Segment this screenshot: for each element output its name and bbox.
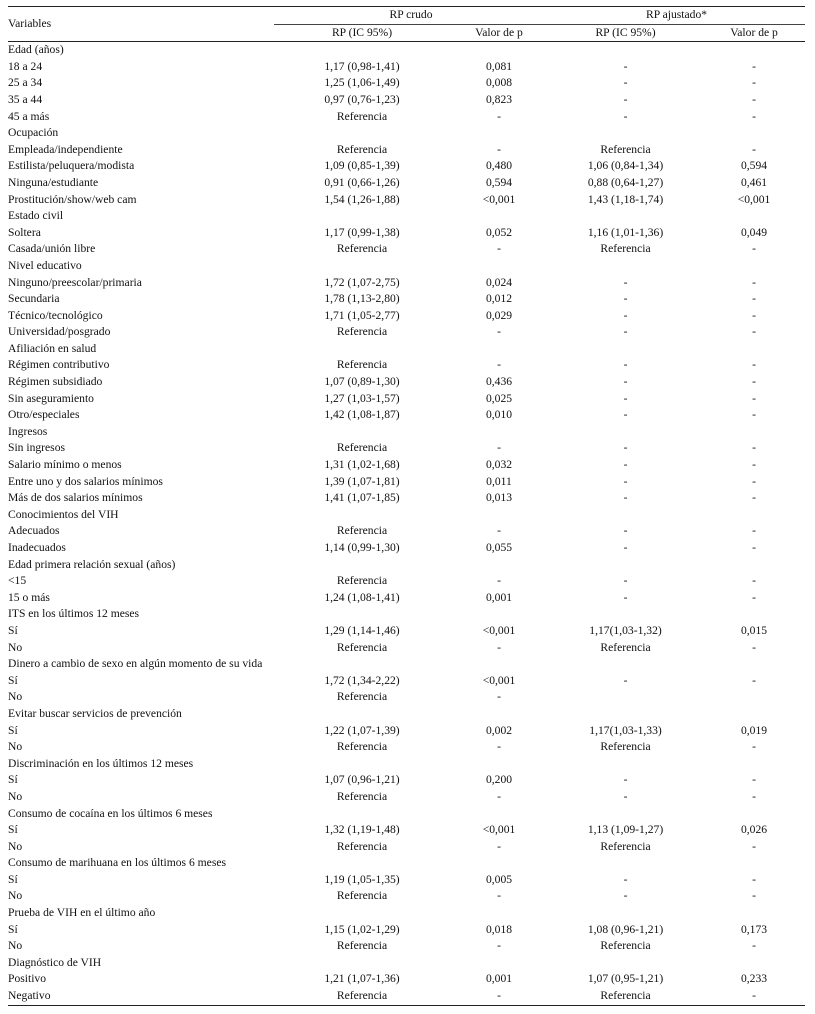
adjusted-rp-cell: 1,43 (1,18-1,74)	[587, 192, 664, 206]
row-label: 25 a 34	[8, 76, 43, 90]
adjusted-rp-cell: -	[623, 275, 628, 289]
crude-p-cell: 0,012	[485, 292, 513, 306]
adjusted-p-cell: -	[752, 109, 756, 123]
crude-p-cell: 0,018	[485, 922, 513, 936]
table-row	[8, 689, 805, 706]
row-label: <15	[8, 574, 27, 588]
adjusted-rp-cell: -	[623, 524, 628, 538]
category-row	[8, 855, 805, 872]
category-row	[8, 341, 805, 358]
adjusted-rp-cell: -	[623, 889, 628, 903]
adjusted-rp-cell: Referencia	[600, 939, 651, 953]
crude-rp-cell: 1,78 (1,13-2,80)	[324, 292, 400, 306]
table-row	[8, 922, 805, 939]
row-label: Sí	[8, 872, 18, 886]
category-label: Ingresos	[8, 424, 48, 438]
row-label: No	[8, 789, 23, 803]
crude-rp-cell: 1,32 (1,19-1,48)	[324, 823, 400, 837]
crude-rp-cell: 1,15 (1,02-1,29)	[324, 922, 400, 936]
crude-p-cell: -	[497, 325, 501, 339]
adjusted-p-cell: -	[752, 789, 756, 803]
adjusted-rp-cell: -	[623, 574, 628, 588]
crude-p-cell: -	[497, 441, 501, 455]
table-row	[8, 938, 805, 955]
table-row	[8, 839, 805, 856]
adjusted-rp-cell: 1,17(1,03-1,32)	[589, 623, 662, 637]
category-row	[8, 125, 805, 142]
table-row	[8, 241, 805, 258]
row-label: Positivo	[8, 972, 47, 986]
table-row	[8, 590, 805, 607]
crude-p-cell: -	[497, 690, 501, 704]
table-row	[8, 623, 805, 640]
table-row	[8, 175, 805, 192]
crude-p-cell: 0,436	[485, 375, 513, 389]
row-label: Sin aseguramiento	[8, 391, 94, 405]
adjusted-p-cell: -	[752, 524, 756, 538]
row-label: Inadecuados	[8, 541, 66, 554]
crude-rp-cell: Referencia	[336, 142, 388, 156]
adjusted-rp-header: RP (IC 95%)	[548, 24, 703, 42]
adjusted-p-cell: -	[752, 889, 756, 903]
row-label: No	[8, 740, 23, 754]
crude-rp-cell: 1,54 (1,26-1,88)	[324, 192, 400, 206]
adjusted-rp-cell: Referencia	[600, 839, 651, 853]
table-row	[8, 523, 805, 540]
crude-rp-cell: 1,25 (1,06-1,49)	[324, 76, 400, 90]
crude-rp-cell: 1,17 (0,99-1,38)	[324, 225, 400, 239]
adjusted-p-header: Valor de p	[703, 24, 805, 42]
table-row	[8, 440, 805, 457]
crude-p-cell: -	[497, 839, 501, 853]
category-label: Prueba de VIH en el último año	[8, 906, 156, 920]
adjusted-p-cell: -	[703, 988, 805, 1005]
category-label: Ocupación	[8, 126, 59, 140]
adjusted-rp-cell: -	[623, 541, 628, 554]
row-label: Prostitución/show/web cam	[8, 192, 137, 206]
crude-rp-cell: Referencia	[336, 789, 388, 803]
crude-p-cell: 0,010	[485, 408, 513, 422]
row-label: Otro/especiales	[8, 408, 80, 422]
row-label: Soltera	[8, 225, 41, 239]
category-row	[8, 806, 805, 823]
crude-rp-cell: 1,27 (1,03-1,57)	[324, 391, 400, 405]
crude-rp-cell: 1,71 (1,05-2,77)	[324, 308, 400, 322]
adjusted-rp-cell: -	[623, 408, 628, 422]
table-row	[8, 822, 805, 839]
crude-rp-cell: 1,39 (1,07-1,81)	[324, 474, 400, 488]
table-row	[8, 275, 805, 292]
crude-rp-cell: 1,31 (1,02-1,68)	[324, 458, 400, 472]
crude-rp-cell: Referencia	[336, 889, 388, 903]
category-label: Discriminación en los últimos 12 meses	[8, 756, 194, 770]
category-row	[8, 656, 805, 673]
table-row	[8, 324, 805, 341]
adjusted-rp-cell: -	[623, 59, 628, 73]
crude-p-cell: -	[497, 640, 501, 654]
adjusted-p-cell: 0,594	[740, 159, 768, 173]
crude-p-cell: 0,029	[485, 308, 513, 322]
crude-group-header: RP crudo	[274, 7, 548, 25]
crude-rp-cell: 1,29 (1,14-1,46)	[324, 623, 400, 637]
crude-rp-header: RP (IC 95%)	[274, 24, 450, 42]
row-label: Negativo	[8, 988, 274, 1005]
row-label: Adecuados	[8, 524, 60, 538]
adjusted-rp-cell	[548, 689, 703, 706]
adjusted-p-cell: -	[752, 839, 756, 853]
adjusted-rp-cell: -	[623, 92, 628, 106]
row-label: Técnico/tecnológico	[8, 308, 103, 322]
adjusted-rp-cell: Referencia	[600, 142, 651, 156]
crude-p-cell: -	[497, 889, 501, 903]
row-label: Secundaria	[8, 292, 60, 306]
table-row	[8, 789, 805, 806]
adjusted-rp-cell: -	[623, 308, 628, 322]
category-row	[8, 258, 805, 275]
adjusted-rp-cell: Referencia	[600, 740, 651, 754]
adjusted-p-cell: -	[752, 142, 756, 156]
crude-p-cell: 0,055	[485, 541, 513, 554]
adjusted-rp-cell: -	[623, 375, 628, 389]
adjusted-p-cell: -	[752, 408, 756, 422]
category-label: Diagnóstico de VIH	[8, 955, 102, 969]
adjusted-rp-cell: 1,08 (0,96-1,21)	[587, 922, 664, 936]
crude-rp-cell: 1,72 (1,34-2,22)	[324, 673, 400, 687]
adjusted-rp-cell: -	[623, 391, 628, 405]
adjusted-p-cell: -	[752, 308, 756, 322]
row-label: 18 a 24	[8, 59, 43, 73]
adjusted-p-cell: -	[752, 474, 756, 488]
table-row	[8, 573, 805, 590]
adjusted-rp-cell: -	[623, 789, 628, 803]
crude-p-cell: -	[497, 142, 501, 156]
table-row	[8, 739, 805, 756]
crude-rp-cell: Referencia	[336, 441, 388, 455]
crude-rp-cell: 1,22 (1,07-1,39)	[324, 723, 400, 737]
table-row	[8, 971, 805, 988]
row-label: Ninguno/preescolar/primaria	[8, 275, 142, 289]
row-label: 45 a más	[8, 109, 50, 123]
category-label: Afiliación en salud	[8, 341, 97, 355]
category-row	[8, 955, 805, 972]
crude-rp-cell: 1,72 (1,07-2,75)	[324, 275, 400, 289]
row-label: 15 o más	[8, 590, 50, 604]
table-row	[8, 291, 805, 308]
table-row	[8, 457, 805, 474]
crude-p-cell: -	[497, 740, 501, 754]
table-row	[8, 225, 805, 242]
adjusted-p-cell: 0,015	[740, 623, 768, 637]
table-row	[8, 109, 805, 126]
adjusted-p-cell: -	[752, 92, 756, 106]
adjusted-p-cell: 0,049	[740, 225, 768, 239]
row-label: Sí	[8, 623, 18, 637]
adjusted-rp-cell: 0,88 (0,64-1,27)	[587, 175, 664, 189]
row-label: Régimen subsidiado	[8, 375, 103, 389]
row-label: No	[8, 889, 23, 903]
category-label: Consumo de marihuana en los últimos 6 meses	[8, 856, 226, 870]
category-row	[8, 756, 805, 773]
row-label: Estilista/peluquera/modista	[8, 159, 135, 173]
crude-rp-cell: 1,42 (1,08-1,87)	[324, 408, 400, 422]
crude-rp-cell: Referencia	[274, 988, 450, 1005]
crude-rp-cell: Referencia	[336, 690, 388, 704]
crude-rp-cell: Referencia	[336, 325, 388, 339]
crude-rp-cell: 1,17 (0,98-1,41)	[324, 59, 400, 73]
adjusted-p-cell: <0,001	[737, 192, 771, 206]
crude-p-cell: <0,001	[482, 192, 516, 206]
row-label: Entre uno y dos salarios mínimos	[8, 474, 163, 488]
table-row	[8, 872, 805, 889]
adjusted-p-cell: 0,019	[740, 723, 768, 737]
crude-p-cell: -	[497, 789, 501, 803]
table-row	[8, 673, 805, 690]
table-row	[8, 490, 805, 507]
adjusted-rp-cell: -	[623, 325, 628, 339]
crude-rp-cell: Referencia	[336, 358, 388, 372]
row-label: No	[8, 640, 23, 654]
crude-p-cell: -	[450, 988, 548, 1005]
crude-p-cell: 0,024	[485, 275, 513, 289]
crude-p-cell: 0,011	[486, 474, 512, 488]
crude-p-cell: <0,001	[482, 673, 516, 687]
adjusted-rp-cell: 1,16 (1,01-1,36)	[587, 225, 664, 239]
row-label: Sí	[8, 723, 18, 737]
row-label: Régimen contributivo	[8, 358, 110, 372]
crude-rp-cell: Referencia	[336, 839, 388, 853]
crude-p-cell: -	[497, 358, 501, 372]
adjusted-rp-cell: -	[623, 590, 628, 604]
crude-rp-cell: Referencia	[336, 939, 388, 953]
crude-rp-cell: 1,07 (0,96-1,21)	[324, 773, 400, 787]
table-row	[8, 772, 805, 789]
category-row	[8, 606, 805, 623]
crude-rp-cell: 1,41 (1,07-1,85)	[324, 491, 400, 505]
adjusted-p-cell: -	[752, 242, 756, 256]
adjusted-rp-cell: -	[623, 109, 628, 123]
prevalence-ratio-table	[8, 6, 805, 1006]
crude-rp-cell: 1,09 (0,85-1,39)	[324, 159, 400, 173]
variables-header: Variables	[8, 7, 274, 42]
adjusted-rp-cell: Referencia	[600, 242, 651, 256]
adjusted-p-cell: -	[752, 541, 756, 554]
row-label: Empleada/independiente	[8, 142, 123, 156]
crude-p-cell: -	[497, 939, 501, 953]
row-label: Casada/unión libre	[8, 242, 96, 256]
adjusted-p-cell: -	[752, 574, 756, 588]
adjusted-rp-cell: 1,17(1,03-1,33)	[589, 723, 662, 737]
table-row	[8, 75, 805, 92]
adjusted-p-cell: -	[752, 292, 756, 306]
row-label: Sí	[8, 922, 18, 936]
crude-rp-cell: Referencia	[336, 574, 388, 588]
crude-p-cell: 0,025	[485, 391, 513, 405]
adjusted-group-header: RP ajustado*	[548, 7, 805, 25]
row-label: Universidad/posgrado	[8, 325, 111, 339]
adjusted-rp-cell: -	[623, 292, 628, 306]
table-row	[8, 391, 805, 408]
table-row	[8, 92, 805, 109]
adjusted-rp-cell: -	[623, 491, 628, 505]
crude-p-cell: 0,200	[485, 773, 513, 787]
row-label: Sin ingresos	[8, 441, 66, 455]
crude-rp-cell: Referencia	[336, 740, 388, 754]
adjusted-p-cell: -	[752, 590, 756, 604]
adjusted-rp-cell: -	[623, 773, 628, 787]
adjusted-p-cell	[703, 689, 805, 706]
adjusted-rp-cell: 1,13 (1,09-1,27)	[587, 823, 664, 837]
crude-p-cell: -	[497, 109, 501, 123]
category-label: Nivel educativo	[8, 258, 82, 272]
table-row	[8, 192, 805, 209]
crude-rp-cell: 1,14 (0,99-1,30)	[324, 541, 400, 554]
table-row	[8, 540, 805, 557]
table-row	[8, 142, 805, 159]
adjusted-p-cell: -	[752, 773, 756, 787]
category-label: Evitar buscar servicios de prevención	[8, 706, 182, 720]
category-label: Conocimientos del VIH	[8, 507, 119, 521]
adjusted-p-cell: -	[752, 872, 756, 886]
adjusted-rp-cell: 1,06 (0,84-1,34)	[587, 159, 664, 173]
table-row	[8, 374, 805, 391]
table-row	[8, 59, 805, 76]
category-label: Edad primera relación sexual (años)	[8, 557, 176, 571]
adjusted-rp-cell: -	[623, 76, 628, 90]
adjusted-p-cell: -	[752, 673, 756, 687]
table-row	[8, 158, 805, 175]
row-label: Sí	[8, 773, 18, 787]
category-label: Dinero a cambio de sexo en algún momento de su vida	[8, 657, 263, 671]
adjusted-p-cell: -	[752, 441, 756, 455]
crude-p-header: Valor de p	[450, 24, 548, 42]
crude-p-cell: 0,008	[485, 76, 513, 90]
category-row	[8, 208, 805, 225]
adjusted-p-cell: -	[752, 458, 756, 472]
adjusted-rp-cell: Referencia	[548, 988, 703, 1005]
table-row	[8, 640, 805, 657]
adjusted-p-cell: -	[752, 375, 756, 389]
crude-p-cell: <0,001	[482, 823, 516, 837]
table-row	[8, 474, 805, 491]
category-row	[8, 424, 805, 441]
adjusted-p-cell: -	[752, 939, 756, 953]
adjusted-p-cell: 0,461	[740, 175, 768, 189]
table-header	[8, 7, 805, 42]
row-label: Sí	[8, 823, 18, 837]
row-label: No	[8, 690, 23, 704]
crude-p-cell: -	[497, 574, 501, 588]
category-label: Estado civil	[8, 209, 64, 223]
crude-rp-cell: 0,91 (0,66-1,26)	[324, 175, 400, 189]
crude-p-cell: 0,480	[485, 159, 513, 173]
adjusted-rp-cell: 1,07 (0,95-1,21)	[587, 972, 664, 986]
row-label: Ninguna/estudiante	[8, 175, 99, 189]
category-row	[8, 557, 805, 574]
crude-rp-cell: Referencia	[336, 109, 388, 123]
crude-p-cell: 0,005	[485, 872, 513, 886]
crude-p-cell: <0,001	[482, 623, 516, 637]
crude-p-cell: 0,001	[485, 972, 513, 986]
adjusted-p-cell: -	[752, 76, 756, 90]
adjusted-rp-cell: -	[623, 441, 628, 455]
row-label: No	[8, 839, 23, 853]
adjusted-p-cell: -	[752, 59, 756, 73]
crude-rp-cell: 1,07 (0,89-1,30)	[324, 375, 400, 389]
crude-p-cell: 0,001	[485, 590, 513, 604]
adjusted-p-cell: -	[752, 640, 756, 654]
adjusted-p-cell: -	[752, 491, 756, 505]
crude-rp-cell: Referencia	[336, 640, 388, 654]
adjusted-rp-cell: -	[623, 358, 628, 372]
row-label: Salario mínimo o menos	[8, 458, 122, 472]
adjusted-p-cell: 0,233	[740, 972, 768, 986]
adjusted-rp-cell: -	[623, 673, 628, 687]
crude-rp-cell: 1,21 (1,07-1,36)	[324, 972, 400, 986]
crude-p-cell: 0,081	[485, 59, 513, 73]
crude-rp-cell: 1,19 (1,05-1,35)	[324, 872, 400, 886]
crude-rp-cell: Referencia	[336, 524, 388, 538]
adjusted-rp-cell: Referencia	[600, 640, 651, 654]
adjusted-p-cell: -	[752, 358, 756, 372]
crude-p-cell: 0,002	[485, 723, 513, 737]
crude-p-cell: 0,594	[485, 175, 513, 189]
category-label: Edad (años)	[8, 43, 64, 57]
adjusted-p-cell: -	[752, 740, 756, 754]
crude-p-cell: 0,032	[485, 458, 513, 472]
adjusted-rp-cell: -	[623, 872, 628, 886]
row-label: 35 a 44	[8, 92, 43, 106]
crude-p-cell: -	[497, 524, 501, 538]
category-row	[8, 42, 805, 59]
crude-rp-cell: 0,97 (0,76-1,23)	[324, 92, 400, 106]
adjusted-rp-cell: -	[623, 474, 628, 488]
crude-p-cell: -	[497, 242, 501, 256]
adjusted-p-cell: -	[752, 325, 756, 339]
row-label: Más de dos salarios mínimos	[8, 491, 143, 505]
crude-rp-cell: Referencia	[336, 242, 388, 256]
adjusted-rp-cell: -	[623, 458, 628, 472]
crude-p-cell: 0,013	[485, 491, 513, 505]
table-row	[8, 988, 805, 1005]
category-row	[8, 905, 805, 922]
adjusted-p-cell: -	[752, 391, 756, 405]
category-label: ITS en los últimos 12 meses	[8, 607, 140, 621]
category-row	[8, 706, 805, 723]
table-row	[8, 407, 805, 424]
adjusted-p-cell: 0,173	[740, 922, 768, 936]
crude-rp-cell: 1,24 (1,08-1,41)	[324, 590, 400, 604]
category-label: Consumo de cocaína en los últimos 6 meses	[8, 806, 213, 820]
table-row	[8, 357, 805, 374]
table-row	[8, 308, 805, 325]
crude-p-cell: 0,823	[485, 92, 513, 106]
row-label: Sí	[8, 673, 18, 687]
table-row	[8, 723, 805, 740]
category-row	[8, 507, 805, 524]
adjusted-p-cell: -	[752, 275, 756, 289]
table-row	[8, 888, 805, 905]
table-body	[8, 42, 805, 1005]
crude-p-cell: 0,052	[485, 225, 513, 239]
row-label: No	[8, 939, 23, 953]
adjusted-p-cell: 0,026	[740, 823, 768, 837]
